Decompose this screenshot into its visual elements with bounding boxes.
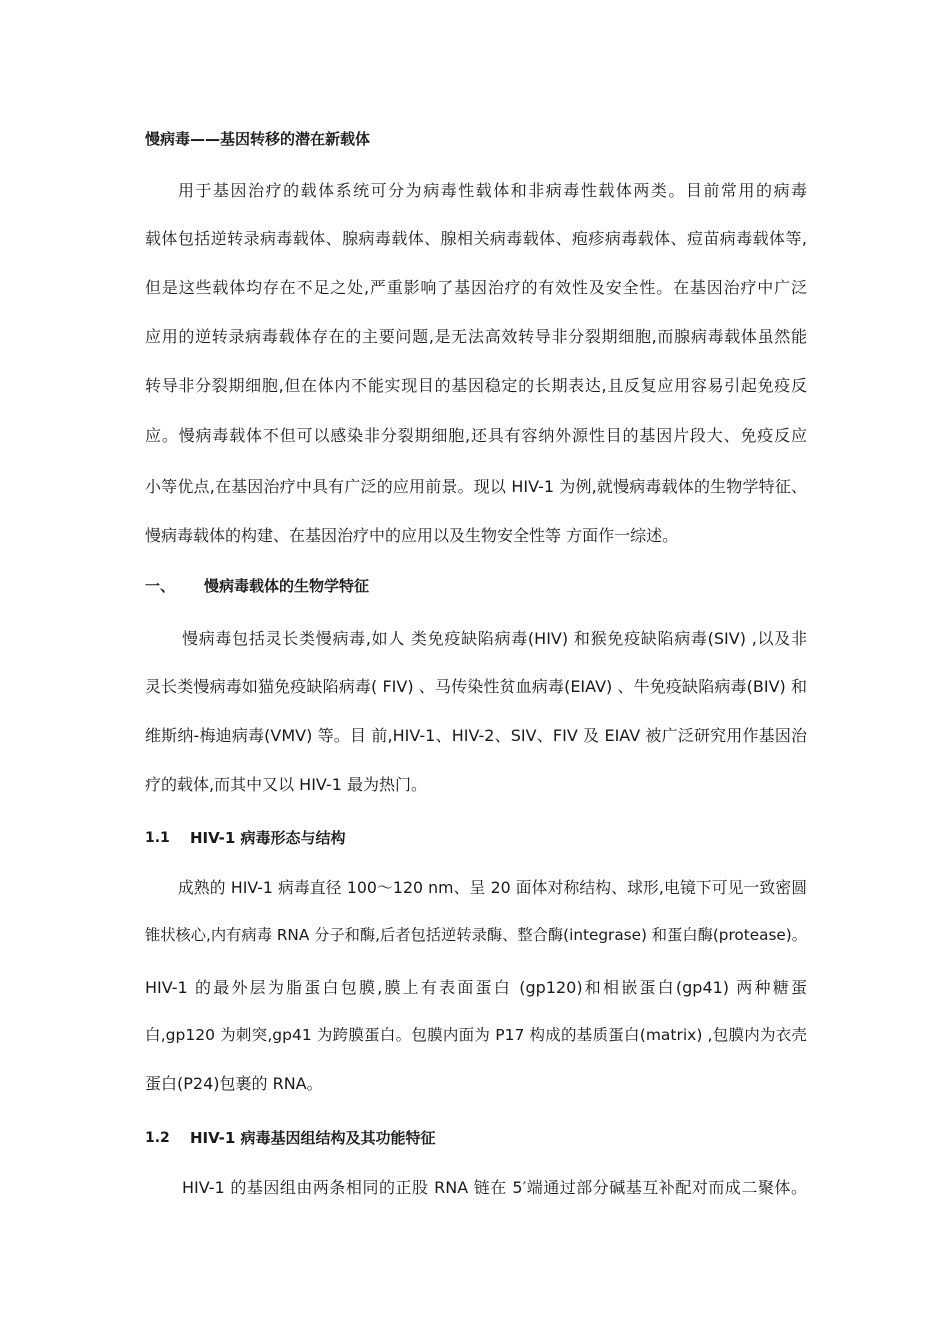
section-1-1-line-3: HIV-1 的最外层为脂蛋白包膜,膜上有表面蛋白 (gp120)和相嵌蛋白(gp41) 两种糖蛋 (145, 978, 807, 997)
section-1-line-4: 疗的载体,而其中又以 HIV-1 最为热门。 (145, 775, 427, 794)
intro-line-7: 小等优点,在基因治疗中具有广泛的应用前景。现以 HIV-1 为例,就慢病毒载体的生物学特征、 (145, 477, 807, 496)
section-1-line-1: 慢病毒包括灵长类慢病毒,如人 类免疫缺陷病毒(HIV) 和猴免疫缺陷病毒(SIV) ,以及非 (182, 629, 807, 648)
document-title: 慢病毒——基因转移的潜在新载体 (145, 130, 371, 148)
section-1-line-3: 维斯纳-梅迪病毒(VMV) 等。目 前,HIV-1、HIV-2、SIV、FIV 及 EIAV 被广泛研究用作基因治 (145, 726, 807, 745)
section-1-1-line-4: 白,gp120 为刺突,gp41 为跨膜蛋白。包膜内面为 P17 构成的基质蛋白(matrix) ,包膜内为衣壳 (145, 1026, 807, 1044)
section-1-2-line-1: HIV-1 的基因组由两条相同的正股 RNA 链在 5′端通过部分碱基互补配对而成二聚体。 (182, 1178, 807, 1197)
intro-line-4: 应用的逆转录病毒载体存在的主要问题,是无法高效转导非分裂期细胞,而腺病毒载体虽然能 (145, 327, 807, 346)
section-1-1-line-1: 成熟的 HIV-1 病毒直径 100～120 nm、呈 20 面体对称结构、球形,电镜下可见一致密圆 (178, 878, 807, 897)
section-1-2-heading: HIV-1 病毒基因组结构及其功能特征 (190, 1129, 436, 1147)
section-1-1-line-2: 锥状核心,内有病毒 RNA 分子和酶,后者包括逆转录酶、整合酶(integrase) 和蛋白酶(protease)。 (145, 926, 807, 944)
intro-line-2: 载体包括逆转录病毒载体、腺病毒载体、腺相关病毒载体、疱疹病毒载体、痘苗病毒载体等, (145, 229, 807, 248)
section-1-1-line-5: 蛋白(P24)包裹的 RNA。 (145, 1074, 323, 1093)
section-1-2-number: 1.2 (145, 1130, 170, 1146)
section-1-1-heading: HIV-1 病毒形态与结构 (190, 829, 346, 847)
section-1-heading: 慢病毒载体的生物学特征 (204, 577, 370, 595)
intro-line-6: 应。慢病毒载体不但可以感染非分裂期细胞,还具有容纳外源性目的基因片段大、免疫反应 (145, 426, 807, 445)
section-1-number: 一、 (145, 577, 176, 595)
intro-line-3: 但是这些载体均存在不足之处,严重影响了基因治疗的有效性及安全性。在基因治疗中广泛 (145, 278, 807, 297)
intro-line-8: 慢病毒载体的构建、在基因治疗中的应用以及生物安全性等 方面作一综述。 (145, 526, 679, 545)
intro-line-5: 转导非分裂期细胞,但在体内不能实现目的基因稳定的长期表达,且反复应用容易引起免疫反 (145, 376, 807, 395)
intro-line-1: 用于基因治疗的载体系统可分为病毒性载体和非病毒性载体两类。目前常用的病毒 (178, 181, 807, 200)
section-1-1-number: 1.1 (145, 830, 170, 846)
section-1-line-2: 灵长类慢病毒如猫免疫缺陷病毒( FIV) 、马传染性贫血病毒(EIAV) 、牛免疫缺陷病毒(BIV) 和 (145, 677, 807, 696)
